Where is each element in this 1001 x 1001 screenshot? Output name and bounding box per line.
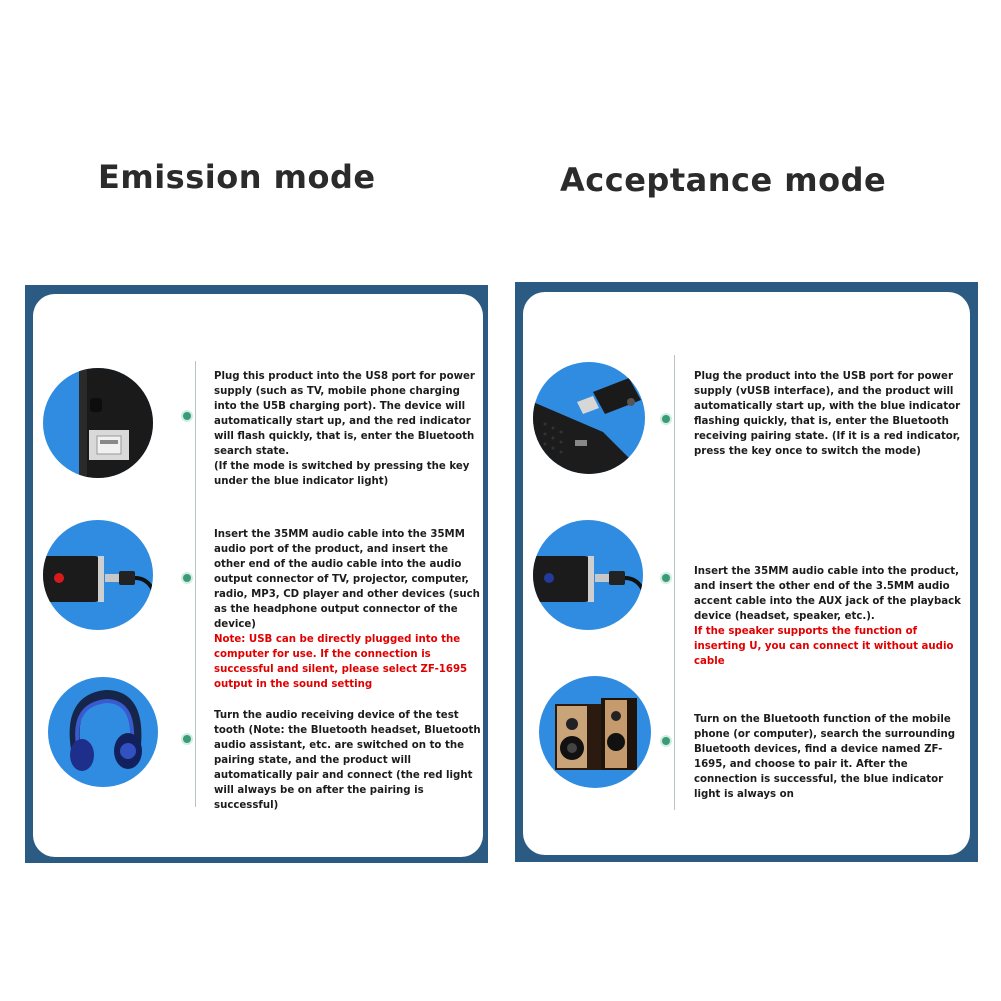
step-red-note: If the speaker supports the function of inserting U, you can connect it without audio cable (694, 626, 954, 667)
step-red-note: Note: USB can be directly plugged into the computer for use. If the connection is successful and silent, please select ZF-1695 output in the sound setting (214, 634, 468, 690)
emission-mode-title: Emission mode (98, 158, 376, 196)
step-description: Turn the audio receiving device of the test tooth (Note: the Bluetooth headset, Bluetooth audio assistant, etc. are switched on to the pairing state, and the product will automatically pair and connect (the red light will always be on after the pairing is successful) (214, 710, 481, 811)
timeline-dot (183, 412, 191, 420)
usb-dongle-laptop-image (533, 362, 645, 474)
headphones-image (48, 677, 158, 787)
timeline-line (195, 361, 196, 807)
acceptance-step-3-text (694, 712, 966, 802)
step-description: Plug this product into the US8 port for power supply (such as TV, mobile phone charging into the U5B charging port). The device will automatically start up, and the red indicator will flash quickly, that is, enter the Bluetooth search state. (214, 371, 475, 457)
step-description: Turn on the Bluetooth function of the mobile phone (or computer), search the surrounding Bluetooth devices, find a device named ZF-1695, and choose to pair it. After the connection is successful, the blue indicator light is always on (694, 714, 956, 800)
acceptance-mode-title: Acceptance mode (560, 161, 887, 199)
acceptance-step-1-text (694, 369, 966, 459)
usb-port-device-image (43, 368, 153, 478)
timeline-dot (183, 574, 191, 582)
step-mode-note: (If the mode is switched by pressing the key under the blue indicator light) (214, 461, 470, 487)
timeline-line (674, 355, 675, 810)
step-description: Insert the 35MM audio cable into the 35MM audio port of the product, and insert the other end of the audio cable into the audio output connector of TV, projector, computer, radio, MP3, CD player and other devices (such as the headphone output connector of the device) (214, 529, 480, 630)
emission-step-3-text (214, 708, 482, 813)
timeline-dot (183, 735, 191, 743)
speakers-image (539, 676, 651, 788)
audio-cable-device-image (533, 520, 643, 630)
audio-cable-device-image (43, 520, 153, 630)
acceptance-mode-panel (515, 282, 978, 862)
emission-mode-panel (25, 285, 488, 863)
acceptance-instructions-card (523, 292, 970, 855)
timeline-dot (662, 737, 670, 745)
timeline-dot (662, 415, 670, 423)
emission-instructions-card (33, 294, 483, 857)
step-description: Plug the product into the USB port for power supply (vUSB interface), and the product will automatically start up, with the blue indicator flashing quickly, that is, enter the Bluetooth receiving pairing state. (If it is a red indicator, press the key once to switch the mode) (694, 371, 961, 457)
acceptance-step-2-text (694, 564, 966, 669)
timeline-dot (662, 574, 670, 582)
emission-step-1-text (214, 369, 482, 489)
emission-step-2-text (214, 527, 482, 692)
step-description: Insert the 35MM audio cable into the product, and insert the other end of the 3.5MM audio accent cable into the AUX jack of the playback device (headset, speaker, etc.). (694, 566, 961, 622)
